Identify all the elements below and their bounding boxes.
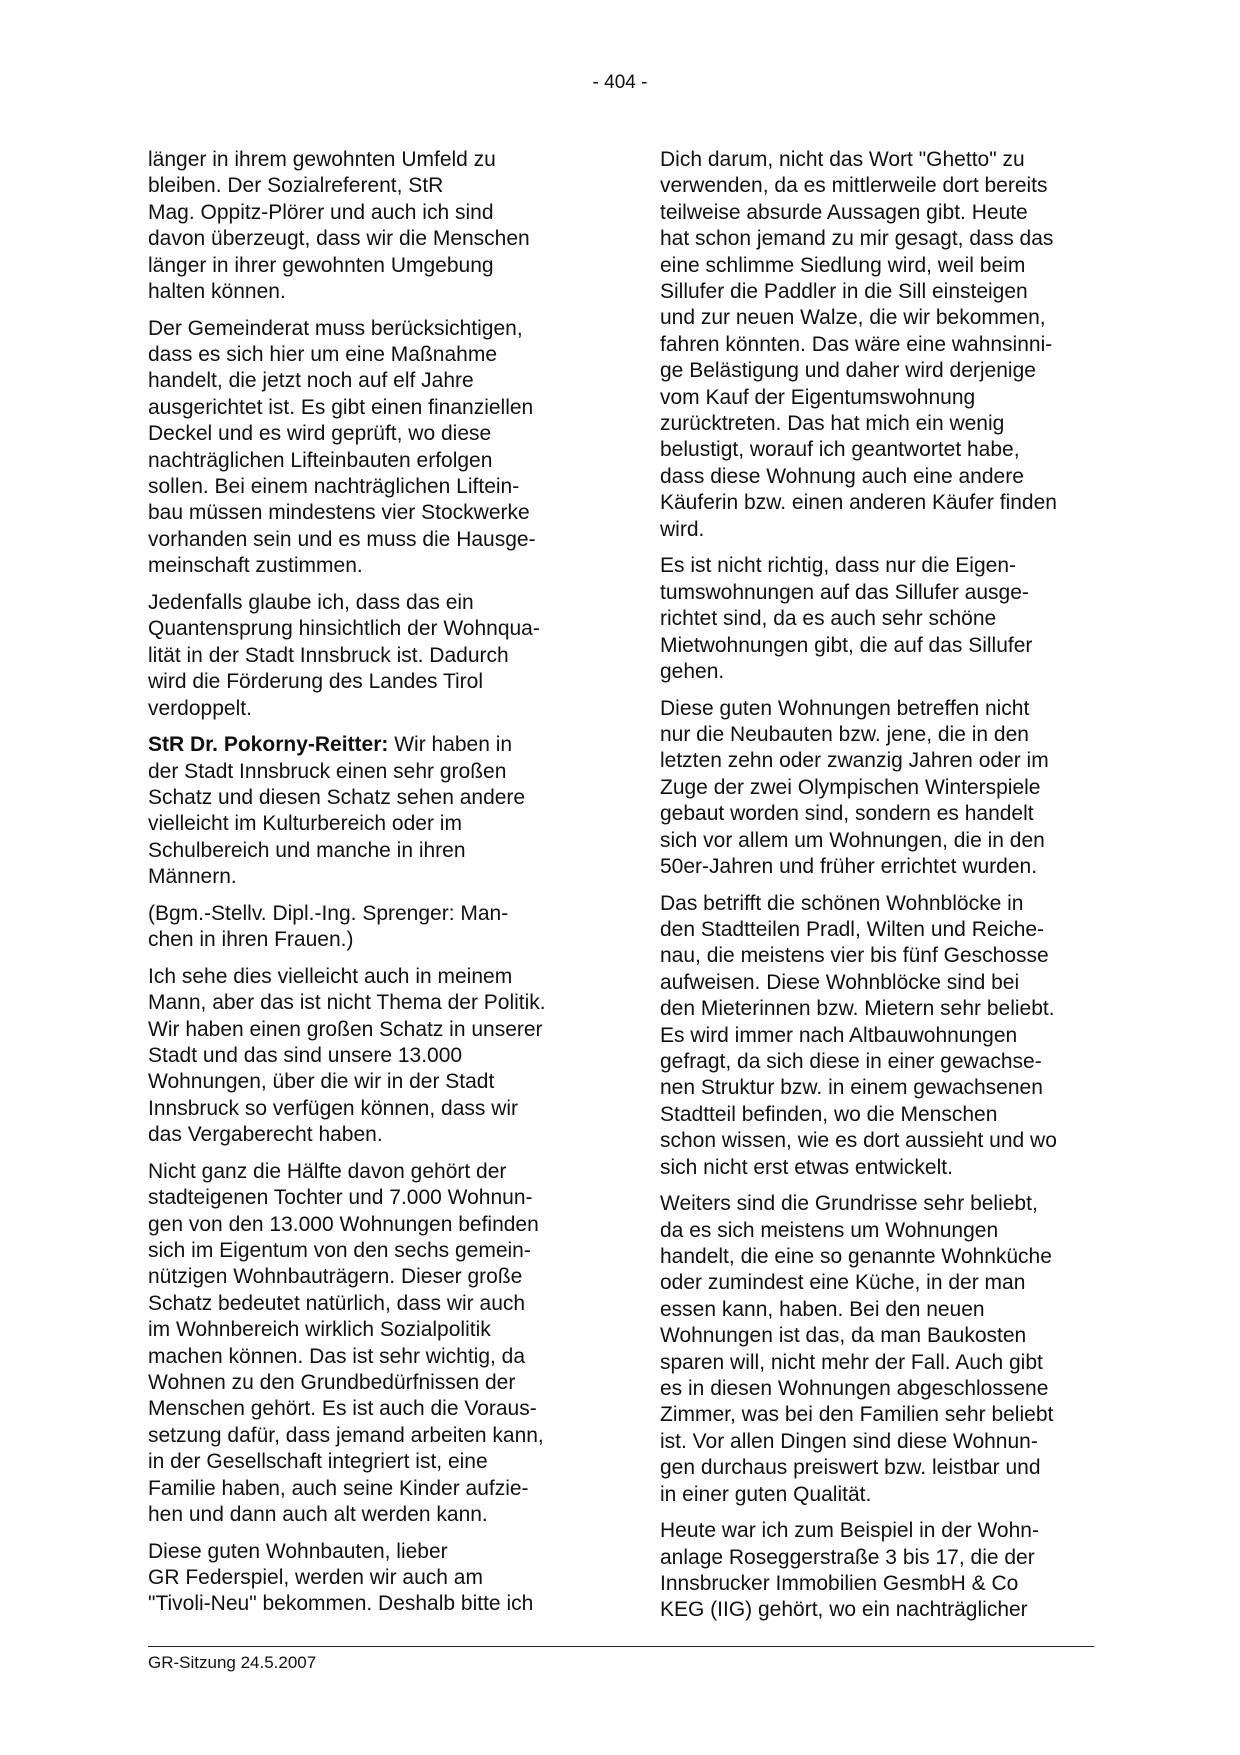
paragraph: Der Gemeinderat muss berücksichtigen, dass es sich hier um eine Maßnahme handelt, die jetzt noch auf elf Jahre ausgerichtet ist. Es gibt einen finanziellen Deckel und es wird geprüft, wo diese nachträglichen Lifteinbauten erfolgen sollen. Bei einem nachträglichen Liftein- bau müssen mindestens vier Stockwerke vorhanden sein und es muss die Hausge- meinschaft zustimmen. [148,316,536,578]
paragraph: Diese guten Wohnungen betreffen nicht nur die Neubauten bzw. jene, die in den letzten zehn oder zwanzig Jahren oder im Zuge der zwei Olympischen Winterspiele gebaut worden sind, sondern es handelt sich vor allem um Wohnungen, die in den 50er-Jahren und früher errichtet wurden. [660,696,1049,878]
speaker-paragraph [148,732,600,890]
paragraph: Es ist nicht richtig, dass nur die Eigen- tumswohnungen auf das Sillufer ausge- richtet sind, da es auch sehr schöne Mietwohnungen gibt, die auf das Sillufer gehen. [660,554,1033,683]
right-column [660,147,1112,1634]
page-number: - 404 - [592,72,648,93]
paragraph: Nicht ganz die Hälfte davon gehört der stadteigenen Tochter und 7.000 Wohnun- gen von den 13.000 Wohnungen befinden sich im Eigentum von den sechs gemein- nützigen Wohnbauträgern. Dieser große Schatz bedeutet natürlich, dass wir auch im Wohnbereich wirklich Sozialpolitik machen können. Das ist sehr wichtig, da Wohnen zu den Grundbedürfnissen der Menschen gehört. Es ist auch die Voraus- setzung dafür, dass jemand arbeiten kann, in der Gesellschaft integriert ist, eine Familie haben, auch seine Kinder aufzie- hen und dann auch alt werden kann. [148,1159,544,1527]
speech-text: Wir haben in der Stadt Innsbruck einen sehr großen Schatz und diesen Schatz sehen andere vielleicht im Kulturbereich oder im Schulbereich und manche in ihren Männern. [148,733,526,889]
paragraph: Ich sehe dies vielleicht auch in meinem Mann, aber das ist nicht Thema der Politik. Wir haben einen großen Schatz in unserer Stadt und das sind unsere 13.000 Wohnungen, über die wir in der Stadt Innsbruck so verfügen können, dass wir das Vergaberecht haben. [148,964,546,1147]
left-column [148,147,600,1628]
paragraph: Jedenfalls glaube ich, dass das ein Quantensprung hinsichtlich der Wohnqua- lität in der Stadt Innsbruck ist. Dadurch wird die Förderung des Landes Tirol verdoppelt. [148,590,540,720]
paragraph: Das betrifft die schönen Wohnblöcke in den Stadtteilen Pradl, Wilten und Reiche- nau, die meistens vier bis fünf Geschosse aufweisen. Diese Wohnblöcke sind bei den Mieterinnen bzw. Mietern sehr beliebt. Es wird immer nach Altbauwohnungen gefragt, da sich diese in einer gewachse- nen Struktur bzw. in einem gewachsenen Stadtteil befinden, wo die Menschen schon wissen, wie es dort aussieht und wo sich nicht erst etwas entwickelt. [660,891,1057,1179]
footer-divider [148,1646,1094,1647]
paragraph: Heute war ich zum Beispiel in der Wohn- anlage Roseggerstraße 3 bis 17, die der Innsbrucker Immobilien GesmbH & Co KEG (IIG) gehört, wo ein nachträglicher [660,1519,1039,1622]
interjection-paragraph: (Bgm.-Stellv. Dipl.-Ing. Sprenger: Man- chen in ihren Frauen.) [148,901,509,952]
paragraph: Weiters sind die Grundrisse sehr beliebt, da es sich meistens um Wohnungen handelt, die eine so genannte Wohnküche oder zumindest eine Küche, in der man essen kann, haben. Bei den neuen Wohnungen ist das, da man Baukosten sparen will, nicht mehr der Fall. Auch gibt es in diesen Wohnungen abgeschlossene Zimmer, was bei den Familien sehr beliebt ist. Vor allen Dingen sind diese Wohnun- gen durchaus preiswert bzw. leistbar und in einer guten Qualität. [660,1192,1054,1506]
paragraph: Dich darum, nicht das Wort "Ghetto" zu verwenden, da es mittlerweile dort bereits teilweise absurde Aussagen gibt. Heute hat schon jemand zu mir gesagt, dass das eine schlimme Siedlung wird, weil beim Sillufer die Paddler in die Sill einsteigen und zur neuen Walze, die wir bekommen, fahren könnten. Das wäre eine wahnsinni- ge Belästigung und daher wird derjenige vom Kauf der Eigentumswohnung zurücktreten. Das hat mich ein wenig belustigt, worauf ich geantwortet habe, dass diese Wohnung auch eine andere Käuferin bzw. einen anderen Käufer finden wird. [660,148,1057,541]
paragraph: Diese guten Wohnbauten, lieber GR Federspiel, werden wir auch am "Tivoli-Neu" bekommen. Deshalb bitte ich [148,1539,534,1616]
paragraph: länger in ihrem gewohnten Umfeld zu bleiben. Der Sozialreferent, StR Mag. Oppitz-Plörer und auch ich sind davon überzeugt, dass wir die Menschen länger in ihrer gewohnten Umgebung halten können. [148,148,530,304]
footer-session-date: GR-Sitzung 24.5.2007 [148,1653,317,1672]
speaker-name: StR Dr. Pokorny-Reitter: [148,733,389,757]
